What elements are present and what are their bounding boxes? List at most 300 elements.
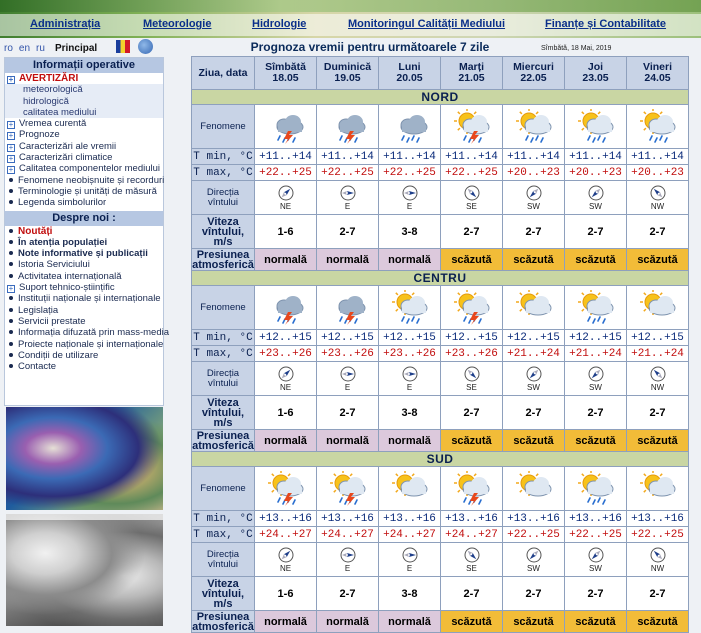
- expand-icon[interactable]: +: [8, 284, 14, 294]
- sidebar-item[interactable]: [5, 226, 163, 237]
- weather-icon: [565, 109, 626, 145]
- sidebar-item-label: În atenția populației: [18, 236, 108, 248]
- weather-icon: [503, 471, 564, 507]
- wind-speed-value: 2-7: [627, 396, 689, 430]
- weather-cell: [317, 105, 379, 149]
- satellite-image-color[interactable]: [6, 407, 163, 510]
- sidebar-section-operative: Informații operative: [5, 58, 163, 73]
- tmax-value: +22..+25: [441, 165, 503, 181]
- sidebar-item[interactable]: [5, 248, 163, 259]
- weather-cell: [565, 467, 627, 511]
- forecast-title: Prognoza vremii pentru următoarele 7 zile: [250, 40, 490, 54]
- speed-label: Viteza vîntului, m/s: [192, 396, 255, 430]
- wind-direction-cell: [503, 362, 565, 396]
- wind-direction: SW: [527, 563, 540, 573]
- sidebar-item[interactable]: [5, 350, 163, 361]
- weather-cell: [379, 105, 441, 149]
- weather-cell: [627, 286, 689, 330]
- weather-cell: [255, 467, 317, 511]
- bullet-icon: [9, 330, 13, 334]
- wind-speed-value: 1-6: [255, 396, 317, 430]
- bullet-icon: [9, 262, 13, 266]
- sidebar-item[interactable]: [5, 361, 163, 372]
- weather-cell: [441, 467, 503, 511]
- sidebar-item[interactable]: [5, 107, 163, 118]
- wind-compass-icon: [565, 547, 626, 563]
- wind-direction-cell: [627, 543, 689, 577]
- sidebar-item-label: Legislația: [18, 304, 59, 316]
- day-date: 18.05: [272, 72, 299, 84]
- sidebar-item[interactable]: [5, 186, 163, 197]
- icons-label: Fenomene: [192, 105, 255, 149]
- home-link[interactable]: Principal: [54, 43, 98, 54]
- pressure-value: normală: [379, 249, 441, 271]
- tmin-label: T min, °C: [193, 512, 253, 525]
- day-name: Marți: [458, 61, 485, 73]
- weather-cell: [255, 105, 317, 149]
- tmin-value: +13..+16: [503, 511, 565, 527]
- globe-icon[interactable]: [138, 39, 153, 54]
- speed-row: [192, 577, 689, 611]
- bullet-icon: [9, 229, 13, 233]
- wind-direction: NE: [279, 563, 292, 573]
- weather-icon: [317, 471, 378, 507]
- speed-row: [192, 396, 689, 430]
- tmax-value: +24..+27: [255, 527, 317, 543]
- tmax-row: [192, 527, 689, 543]
- weather-icon: [627, 109, 688, 145]
- sidebar-item-label: hidrologică: [23, 95, 69, 107]
- wind-direction: E: [344, 201, 351, 211]
- zone-name: CENTRU: [192, 271, 689, 286]
- nav-hidrologie[interactable]: Hidrologie: [252, 18, 307, 30]
- wind-row: [192, 362, 689, 396]
- zone-row: [192, 90, 689, 105]
- sidebar-item-label: Caracterizări climatice: [19, 152, 113, 164]
- wind-direction-cell: [317, 181, 379, 215]
- day-header: [317, 57, 379, 90]
- bullet-icon: [9, 178, 13, 182]
- wind-speed-value: 2-7: [441, 577, 503, 611]
- wind-speed-value: 2-7: [503, 215, 565, 249]
- tmax-value: +20..+23: [503, 165, 565, 181]
- expand-icon[interactable]: +: [8, 131, 14, 141]
- sidebar-item[interactable]: [5, 305, 163, 316]
- sidebar-item-label: Contacte: [18, 361, 57, 373]
- weather-icon: [627, 290, 688, 326]
- tmin-value: +11..+14: [627, 149, 689, 165]
- pressure-value: scăzută: [565, 611, 627, 633]
- wind-speed-value: 2-7: [565, 577, 627, 611]
- wind-direction: NE: [279, 382, 292, 392]
- wind-compass-icon: [379, 366, 440, 382]
- day-name: Sîmbătă: [265, 61, 306, 73]
- wind-speed-value: 3-8: [379, 577, 441, 611]
- bullet-icon: [9, 240, 13, 244]
- wind-direction: NW: [650, 382, 665, 392]
- moldova-flag-icon[interactable]: [116, 40, 130, 53]
- pressure-value: normală: [379, 430, 441, 452]
- forecast-table: [191, 56, 689, 633]
- day-date: 19.05: [334, 72, 361, 84]
- nav-administratia[interactable]: Administrația: [30, 18, 101, 30]
- tmax-value: +22..+25: [255, 165, 317, 181]
- bullet-icon: [9, 364, 13, 368]
- pressure-value: normală: [255, 430, 317, 452]
- pressure-value: normală: [317, 249, 379, 271]
- wind-speed-value: 2-7: [441, 396, 503, 430]
- wind-direction-cell: [565, 543, 627, 577]
- sidebar-item[interactable]: [5, 96, 163, 107]
- day-header: [255, 57, 317, 90]
- wind-direction-cell: [565, 181, 627, 215]
- pres-label: Presiunea atmosferică: [192, 429, 254, 452]
- pressure-value: normală: [317, 430, 379, 452]
- weather-cell: [503, 286, 565, 330]
- tmin-row: [192, 330, 689, 346]
- header-banner: [0, 0, 701, 38]
- day-name: Joi: [587, 61, 604, 73]
- bullet-icon: [9, 319, 13, 323]
- weather-icon: [441, 471, 502, 507]
- weather-cell: [441, 105, 503, 149]
- wind-direction-cell: [441, 543, 503, 577]
- pres-label: Presiunea atmosferică: [192, 610, 254, 633]
- sidebar-item[interactable]: [5, 316, 163, 327]
- sidebar-item[interactable]: [5, 237, 163, 248]
- tmin-value: +13..+16: [565, 511, 627, 527]
- wind-direction: SE: [466, 382, 477, 392]
- forecast-header-row: [192, 57, 689, 90]
- sidebar-item-label: Note informative și publicații: [18, 248, 148, 260]
- wind-direction: E: [344, 382, 351, 392]
- weather-icon: [255, 290, 316, 326]
- weather-icon: [503, 290, 564, 326]
- sidebar-item[interactable]: [5, 84, 163, 95]
- day-name: Miercuri: [513, 61, 554, 73]
- icons-label: Fenomene: [192, 467, 255, 511]
- sidebar-item-label: Servicii prestate: [18, 315, 86, 327]
- weather-icon: [379, 290, 440, 326]
- wind-compass-icon: [317, 366, 378, 382]
- banner-decoration: [0, 0, 701, 12]
- tmin-value: +13..+16: [379, 511, 441, 527]
- sidebar-item[interactable]: [5, 129, 163, 140]
- zone-name: SUD: [192, 452, 689, 467]
- day-header: [379, 57, 441, 90]
- sidebar-item[interactable]: [5, 282, 163, 293]
- tmax-row: [192, 165, 689, 181]
- tmin-value: +12..+15: [565, 330, 627, 346]
- weather-icon: [255, 471, 316, 507]
- wind-direction: SW: [589, 382, 602, 392]
- pres-label: Presiunea atmosferică: [192, 248, 254, 271]
- wind-speed-value: 3-8: [379, 396, 441, 430]
- icons-label: Fenomene: [192, 286, 255, 330]
- weather-icon: [317, 290, 378, 326]
- day-name: Luni: [398, 61, 421, 73]
- tmax-value: +20..+23: [565, 165, 627, 181]
- weather-icon: [379, 471, 440, 507]
- language-switcher: [4, 43, 103, 54]
- sidebar-item-label: calitatea mediului: [23, 106, 97, 118]
- wind-compass-icon: [317, 185, 378, 201]
- day-name: Duminică: [323, 61, 372, 73]
- nav-meteorologie[interactable]: Meteorologie: [143, 18, 212, 30]
- wind-speed-value: 2-7: [627, 215, 689, 249]
- day-date: 24.05: [644, 72, 671, 84]
- expand-icon[interactable]: +: [8, 165, 14, 175]
- sidebar-item-label: AVERTIZĂRI: [19, 73, 79, 84]
- wind-direction-cell: [379, 362, 441, 396]
- sidebar-item-label: Terminologie și unități de măsură: [18, 185, 157, 197]
- sidebar-item[interactable]: [5, 197, 163, 208]
- wind-compass-icon: [503, 185, 564, 201]
- tmax-label: T max, °C: [193, 347, 253, 360]
- pressure-value: scăzută: [441, 611, 503, 633]
- sidebar-item-label: Suport tehnico-științific: [19, 282, 115, 294]
- weather-cell: [627, 467, 689, 511]
- tmax-value: +24..+27: [441, 527, 503, 543]
- wind-direction-cell: [255, 543, 317, 577]
- pres-row: [192, 611, 689, 633]
- weather-icon: [317, 109, 378, 145]
- tmax-value: +23..+26: [317, 346, 379, 362]
- day-name: Vineri: [643, 61, 672, 73]
- zone-name: NORD: [192, 90, 689, 105]
- sidebar-item-label: Informația difuzată prin mass-media: [18, 327, 170, 339]
- tmin-label: T min, °C: [193, 331, 253, 344]
- day-header: [565, 57, 627, 90]
- day-date: 23.05: [582, 72, 609, 84]
- expand-icon[interactable]: +: [8, 120, 14, 130]
- bullet-icon: [9, 308, 13, 312]
- wind-direction-cell: [627, 181, 689, 215]
- lang-ru[interactable]: ru: [36, 43, 45, 54]
- wind-compass-icon: [441, 366, 502, 382]
- wind-compass-icon: [503, 366, 564, 382]
- sidebar-item[interactable]: [5, 118, 163, 129]
- lang-ro[interactable]: ro: [4, 43, 13, 54]
- icons-row: [192, 286, 689, 330]
- tmax-value: +20..+23: [627, 165, 689, 181]
- day-date: 21.05: [458, 72, 485, 84]
- icons-row: [192, 105, 689, 149]
- tmin-value: +13..+16: [255, 511, 317, 527]
- satellite-image-grayscale[interactable]: [6, 514, 163, 626]
- wind-compass-icon: [441, 547, 502, 563]
- wind-speed-value: 2-7: [565, 396, 627, 430]
- pressure-value: scăzută: [441, 430, 503, 452]
- weather-cell: [317, 286, 379, 330]
- sidebar-item-label: Calitatea componentelor mediului: [19, 163, 160, 175]
- wind-speed-value: 2-7: [317, 396, 379, 430]
- day-header: [441, 57, 503, 90]
- sidebar-item-label: Instituții naționale și internaționale: [18, 293, 161, 305]
- wind-compass-icon: [441, 185, 502, 201]
- tmax-value: +21..+24: [565, 346, 627, 362]
- tmin-value: +11..+14: [503, 149, 565, 165]
- weather-icon: [441, 290, 502, 326]
- weather-icon: [441, 109, 502, 145]
- wind-speed-value: 2-7: [503, 577, 565, 611]
- wind-speed-value: 3-8: [379, 215, 441, 249]
- pressure-value: scăzută: [627, 611, 689, 633]
- sidebar-list-operative: [5, 73, 163, 209]
- weather-cell: [441, 286, 503, 330]
- wind-direction-cell: [317, 543, 379, 577]
- weather-cell: [317, 467, 379, 511]
- tmin-value: +12..+15: [379, 330, 441, 346]
- tmax-label: T max, °C: [193, 528, 253, 541]
- sidebar-item[interactable]: [5, 259, 163, 270]
- pressure-value: scăzută: [503, 430, 565, 452]
- wind-compass-icon: [255, 366, 316, 382]
- pressure-value: scăzută: [627, 430, 689, 452]
- sidebar-item[interactable]: [5, 293, 163, 304]
- sidebar-item[interactable]: [5, 271, 163, 282]
- sidebar-item-label: Condiții de utilizare: [18, 349, 99, 361]
- bullet-icon: [9, 274, 13, 278]
- nav-monitoring[interactable]: Monitoringul Calității Mediului: [348, 18, 506, 30]
- wind-direction-cell: [379, 181, 441, 215]
- wind-label: Direcția vîntului: [192, 181, 255, 215]
- wind-direction-cell: [379, 543, 441, 577]
- wind-direction-cell: [317, 362, 379, 396]
- sidebar-item-label: Prognoze: [19, 129, 60, 141]
- wind-direction: NW: [650, 201, 665, 211]
- tmin-value: +11..+14: [565, 149, 627, 165]
- sidebar-item[interactable]: [5, 73, 163, 84]
- sidebar-item[interactable]: [5, 152, 163, 163]
- tmin-value: +13..+16: [317, 511, 379, 527]
- wind-compass-icon: [255, 185, 316, 201]
- wind-speed-value: 1-6: [255, 577, 317, 611]
- wind-speed-value: 2-7: [441, 215, 503, 249]
- wind-direction-cell: [627, 362, 689, 396]
- wind-direction-cell: [503, 181, 565, 215]
- pres-row: [192, 430, 689, 452]
- zone-row: [192, 452, 689, 467]
- weather-cell: [565, 286, 627, 330]
- sidebar-item-label: Legenda simbolurilor: [18, 197, 107, 209]
- tmin-label: T min, °C: [193, 150, 253, 163]
- wind-compass-icon: [379, 185, 440, 201]
- tmin-value: +11..+14: [441, 149, 503, 165]
- wind-direction: SE: [466, 201, 477, 211]
- sidebar-item-label: Activitatea internațională: [18, 270, 122, 282]
- wind-direction: E: [406, 382, 413, 392]
- wind-speed-value: 2-7: [317, 577, 379, 611]
- nav-finante[interactable]: Finanțe și Contabilitate: [545, 18, 667, 30]
- wind-speed-value: 2-7: [565, 215, 627, 249]
- wind-direction: SW: [589, 563, 602, 573]
- wind-direction-cell: [441, 181, 503, 215]
- wind-direction-cell: [503, 543, 565, 577]
- wind-direction: NE: [279, 201, 292, 211]
- wind-label: Direcția vîntului: [192, 362, 255, 396]
- tmin-value: +12..+15: [627, 330, 689, 346]
- bullet-icon: [9, 189, 13, 193]
- weather-cell: [379, 286, 441, 330]
- tmax-value: +22..+25: [317, 165, 379, 181]
- zone-row: [192, 271, 689, 286]
- sidebar-item[interactable]: [5, 327, 170, 339]
- tmin-value: +13..+16: [441, 511, 503, 527]
- bullet-icon: [9, 296, 13, 300]
- wind-direction-cell: [255, 181, 317, 215]
- tmin-value: +12..+15: [441, 330, 503, 346]
- pressure-value: scăzută: [565, 430, 627, 452]
- wind-compass-icon: [379, 547, 440, 563]
- wind-compass-icon: [503, 547, 564, 563]
- bullet-icon: [9, 342, 13, 346]
- expand-icon[interactable]: +: [8, 142, 14, 152]
- sidebar-list-about: [5, 225, 170, 373]
- sidebar-item-label: Istoria Serviciului: [18, 259, 90, 271]
- day-header: [503, 57, 565, 90]
- tmax-value: +23..+26: [441, 346, 503, 362]
- wind-speed-value: 2-7: [627, 577, 689, 611]
- bullet-icon: [9, 251, 13, 255]
- sidebar-item[interactable]: [5, 339, 163, 350]
- sidebar-item[interactable]: [5, 163, 163, 174]
- wind-row: [192, 543, 689, 577]
- corner-label: Ziua, data: [192, 57, 255, 90]
- sidebar-item[interactable]: [5, 141, 163, 152]
- weather-cell: [503, 105, 565, 149]
- icons-row: [192, 467, 689, 511]
- wind-label: Direcția vîntului: [192, 543, 255, 577]
- weather-icon: [255, 109, 316, 145]
- sidebar-item[interactable]: [5, 175, 163, 186]
- wind-direction: SW: [527, 201, 540, 211]
- wind-compass-icon: [255, 547, 316, 563]
- tmin-value: +12..+15: [317, 330, 379, 346]
- weather-icon: [627, 471, 688, 507]
- pres-row: [192, 249, 689, 271]
- tmax-value: +23..+26: [379, 346, 441, 362]
- wind-speed-value: 2-7: [503, 396, 565, 430]
- wind-compass-icon: [627, 185, 688, 201]
- wind-direction: E: [344, 563, 351, 573]
- expand-icon[interactable]: +: [8, 75, 14, 84]
- tmin-row: [192, 149, 689, 165]
- speed-row: [192, 215, 689, 249]
- pressure-value: scăzută: [441, 249, 503, 271]
- wind-compass-icon: [317, 547, 378, 563]
- tmax-value: +22..+25: [503, 527, 565, 543]
- tmin-row: [192, 511, 689, 527]
- tmin-value: +13..+16: [627, 511, 689, 527]
- pressure-value: scăzută: [503, 611, 565, 633]
- tmax-value: +21..+24: [503, 346, 565, 362]
- expand-icon[interactable]: +: [8, 154, 14, 164]
- pressure-value: normală: [379, 611, 441, 633]
- tmin-value: +11..+14: [379, 149, 441, 165]
- wind-direction: SW: [589, 201, 602, 211]
- weather-cell: [565, 105, 627, 149]
- tmax-label: T max, °C: [193, 166, 253, 179]
- sidebar: [4, 57, 170, 406]
- tmax-value: +22..+25: [627, 527, 689, 543]
- tmin-value: +11..+14: [317, 149, 379, 165]
- day-header: [627, 57, 689, 90]
- tmax-value: +24..+27: [379, 527, 441, 543]
- speed-label: Viteza vîntului, m/s: [192, 215, 255, 249]
- tmax-row: [192, 346, 689, 362]
- lang-en[interactable]: en: [18, 43, 31, 54]
